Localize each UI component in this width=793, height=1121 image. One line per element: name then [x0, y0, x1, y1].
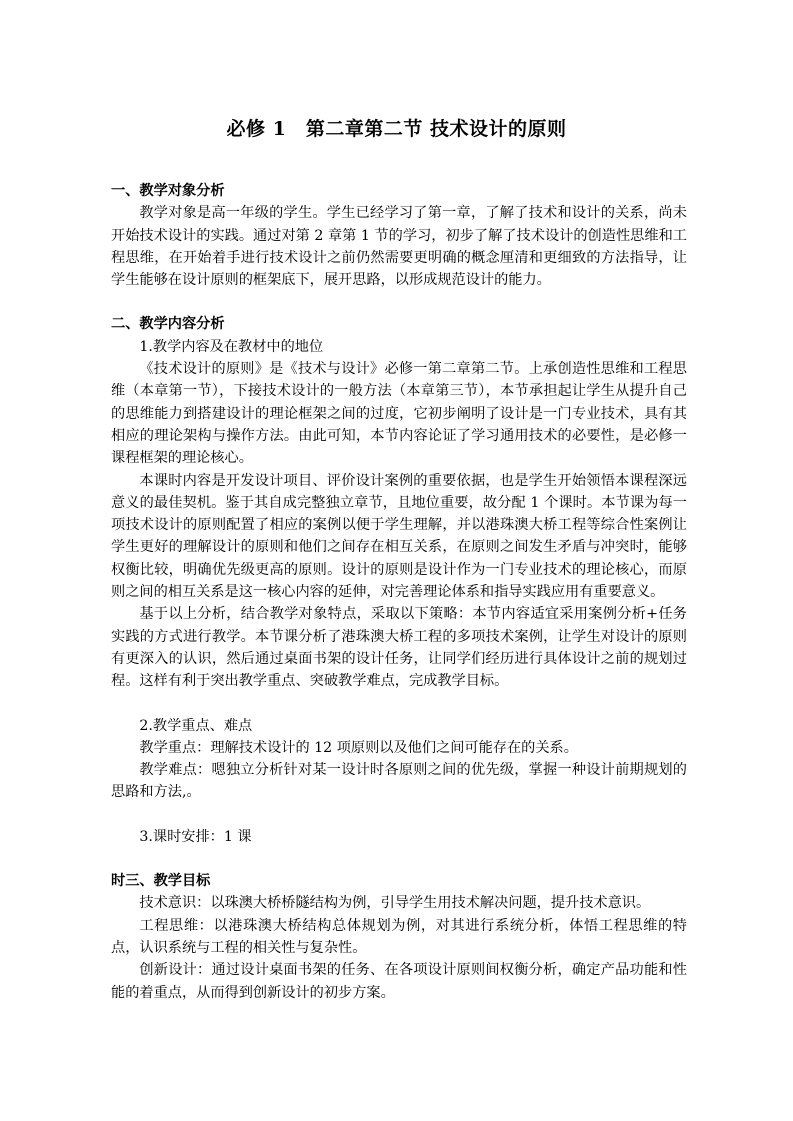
subheading-key-difficult-points: 2.教学重点、难点 [139, 717, 253, 734]
subheading-content-position: 1.教学内容及在教材中的地位 [139, 338, 324, 355]
key-point-paragraph: 教学重点：理解技术设计的 12 项原则以及他们之间可能存在的关系。 [139, 739, 578, 756]
subheading-class-hours: 3.课时安排：1 课 [139, 828, 252, 845]
teaching-object-paragraph: 教学对象是高一年级的学生。学生已经学习了第一章，了解了技术和设计的关系，尚未开始技术设计的实践。通过对第 2 章第 1 节的学习，初步了解了技术设计的创造性思维和工程思维，在开始着手进行技术设计之前仍然需要更明确的概念厘清和更细致的方法指导，让学生能够在设计原则的框架底下，展开思路，以形成规范设计的能力。 [111, 205, 687, 289]
lesson-content-paragraph: 本课时内容是开发设计项目、评价设计案例的重要依据，也是学生开始领悟本课程深远意义的最佳契机。鉴于其自成完整独立章节，且地位重要，故分配 1 个课时。本节课为每一项技术设计的原则配置了相应的案例以便于学生理解，并以港珠澳大桥工程等综合性案例让学生更好的理解设计的原则和他们之间存在相互关系，在原则之间发生矛盾与冲突时，能够权衡比较，明确优先级更高的原则。设计的原则是设计作为一门专业技术的理论核心，而原则之间的相互关系是这一核心内容的延伸，对完善理论体系和指导实践应用有重要意义。 [111, 472, 687, 601]
goal-innovative-design: 创新设计：通过设计桌面书架的任务、在各项设计原则间权衡分析，确定产品功能和性能的着重点，从而得到创新设计的初步方案。 [111, 962, 687, 1001]
content-position-paragraph: 《技术设计的原则》是《技术与设计》必修一第二章第二节。上承创造性思维和工程思维（本章第一节），下接技术设计的一般方法（本章第三节），本节承担起让学生从提升自己的思维能力到搭建设计的理论框架之间的过度，它初步阐明了设计是一门专业技术，具有其相应的理论架构与操作方法。由此可知，本节内容论证了学习通用技术的必要性，是必修一课程框架的理论核心。 [111, 361, 687, 467]
strategy-paragraph: 基于以上分析，结合教学对象特点，采取以下策略：本节内容适宜采用案例分析+任务实践的方式进行教学。本节课分析了港珠澳大桥工程的多项技术案例，让学生对设计的原则有更深入的认识，然后通过桌面书架的设计任务，让同学们经历进行具体设计之前的规划过程。这样有利于突出教学重点、突破教学难点，完成教学目标。 [111, 606, 687, 690]
section-heading-teaching-content: 二、教学内容分析 [111, 316, 225, 333]
section-heading-teaching-object: 一、教学对象分析 [111, 183, 225, 199]
difficult-point-paragraph: 教学难点：嗯独立分析针对某一设计时各原则之间的优先级，掌握一种设计前期规划的思路和方法,。 [111, 762, 687, 801]
document-title: 必修 1 第二章第二节 技术设计的原则 [226, 118, 567, 140]
section-heading-teaching-goals: 时三、教学目标 [111, 873, 211, 890]
goal-engineering-thinking: 工程思维：以港珠澳大桥结构总体规划为例，对其进行系统分析，体悟工程思维的特点，认识系统与工程的相关性与复杂性。 [111, 917, 687, 956]
goal-technical-awareness: 技术意识：以珠澳大桥桥隧结构为例，引导学生用技术解决问题，提升技术意识。 [139, 895, 651, 912]
document-body [111, 180, 687, 1004]
